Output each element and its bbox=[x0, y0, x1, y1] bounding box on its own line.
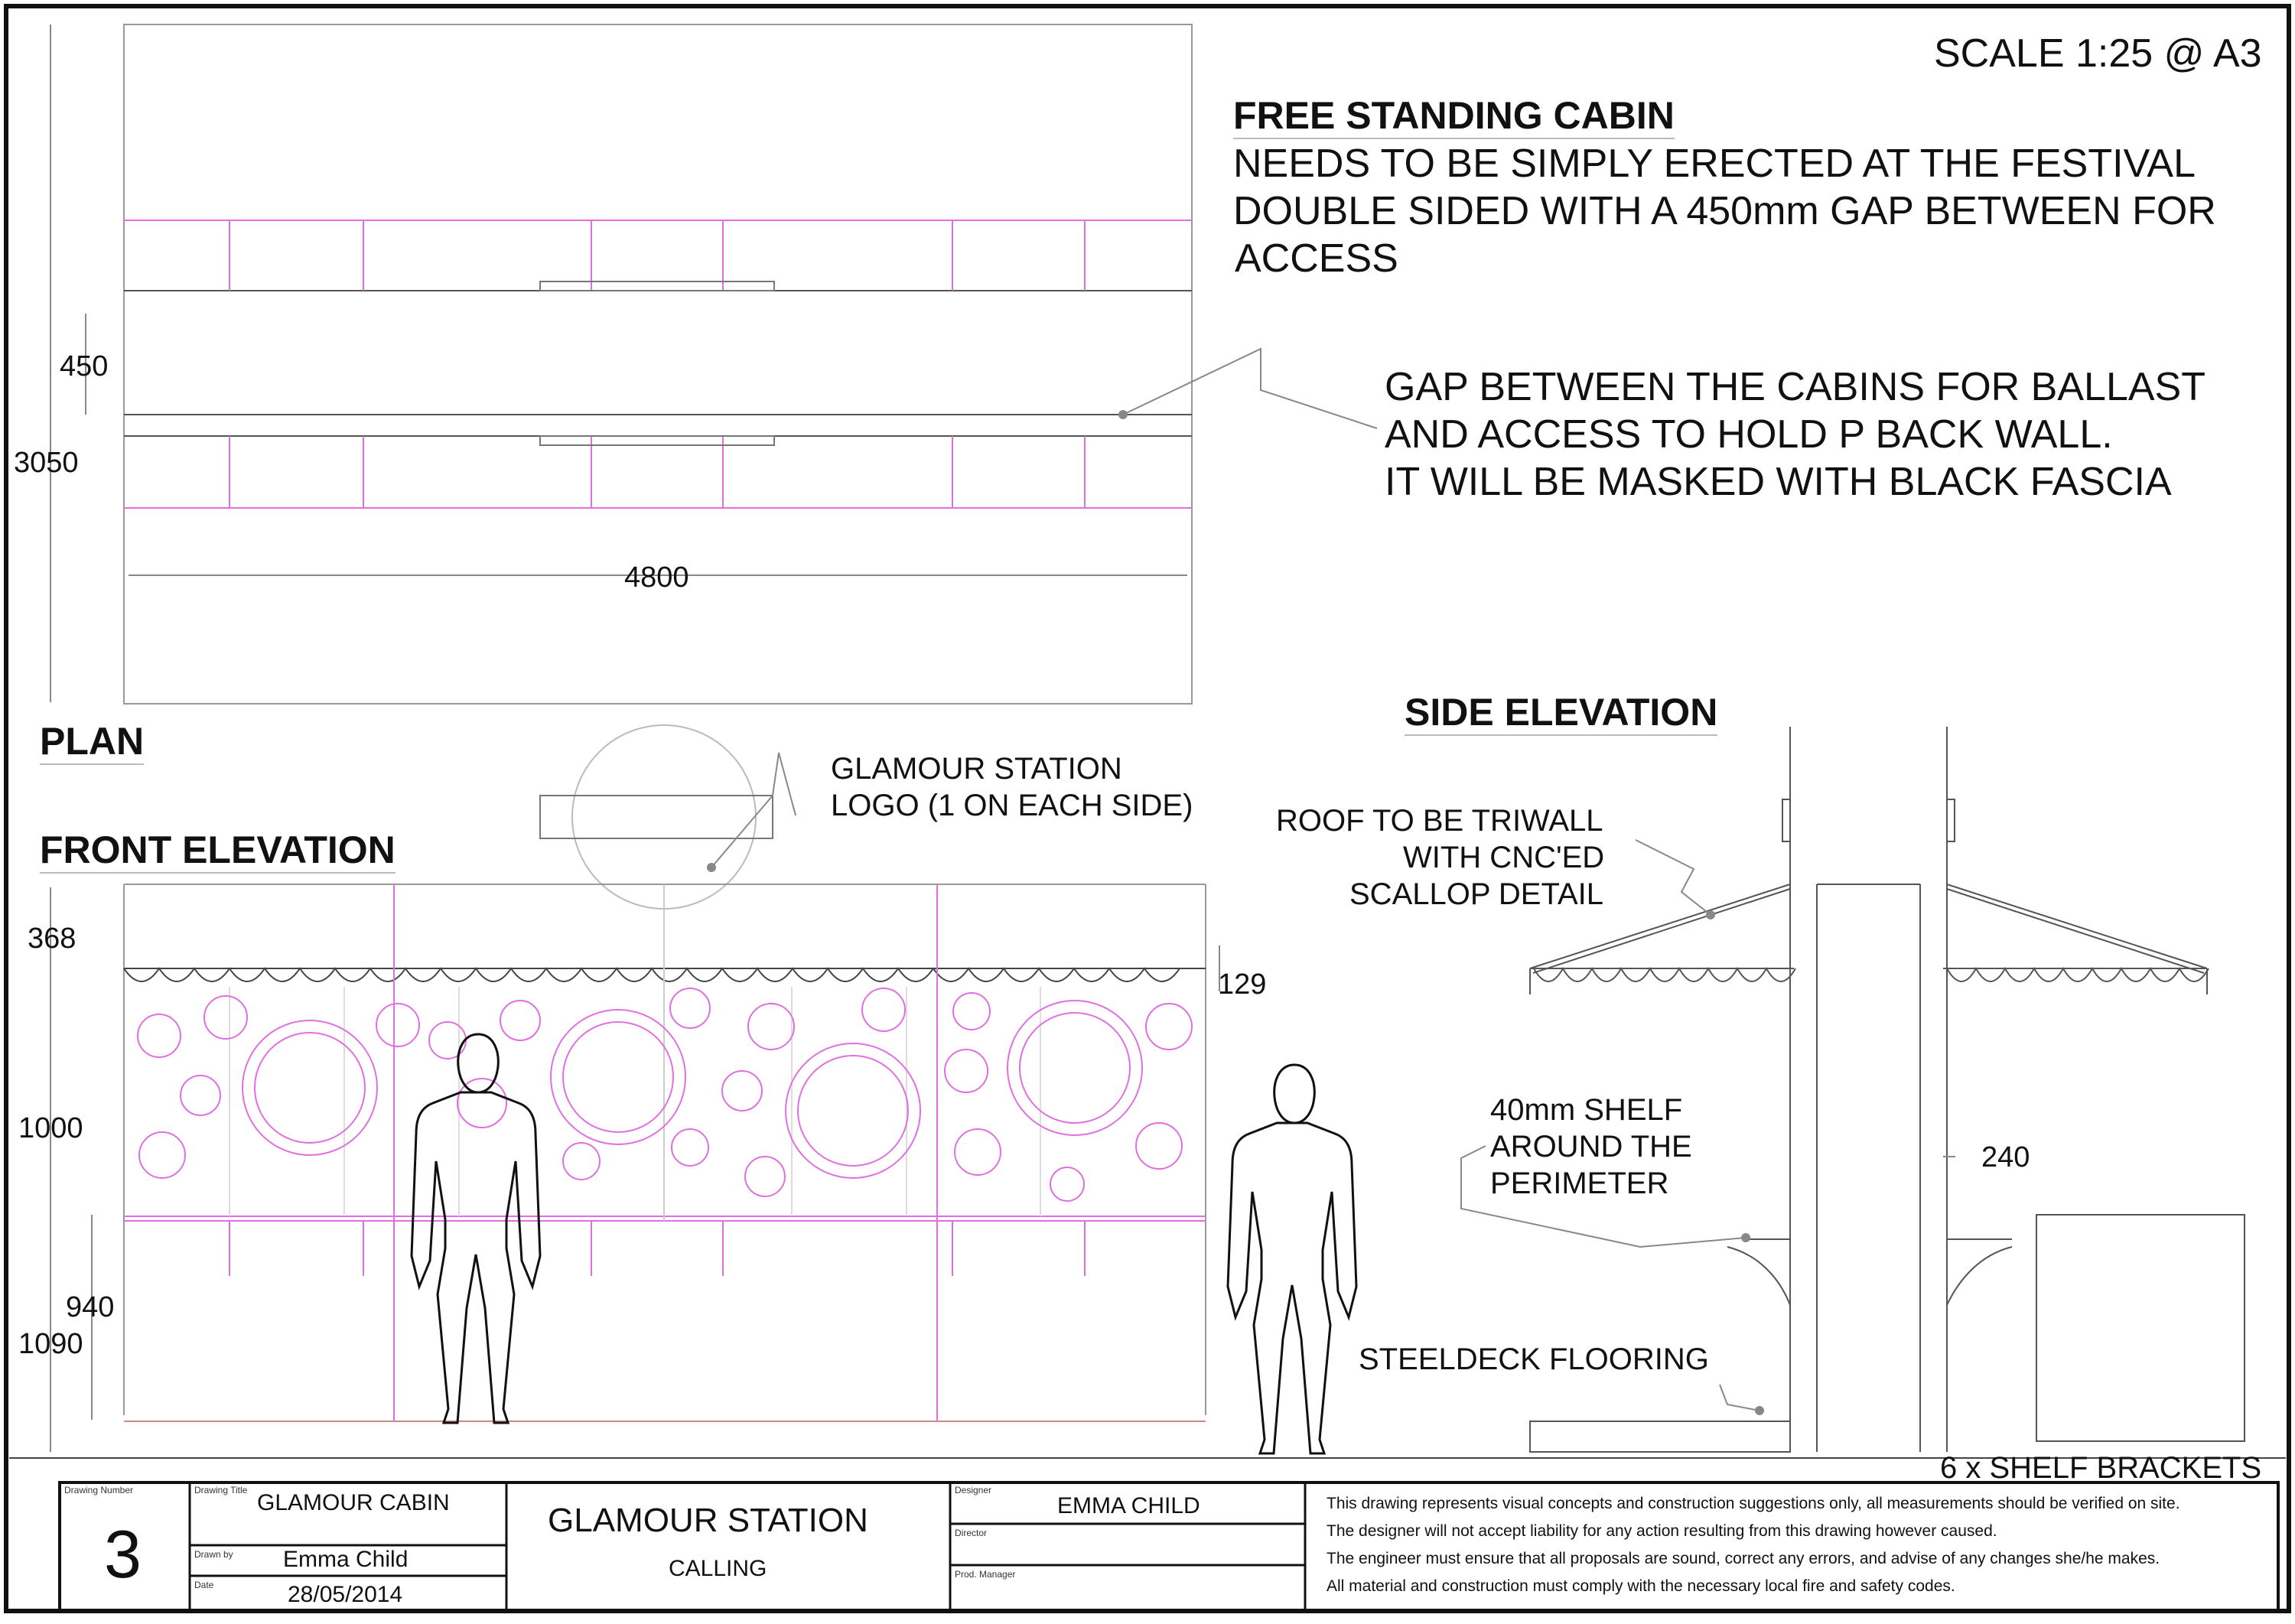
cabin-note-line-2: DOUBLE SIDED WITH A 450mm GAP BETWEEN FOR bbox=[1233, 189, 2216, 233]
dim-scallop-depth: 129 bbox=[1218, 968, 1267, 1001]
plan-view bbox=[50, 24, 1377, 704]
tb-designer-label: Designer bbox=[955, 1485, 992, 1495]
tb-subtitle: CALLING bbox=[669, 1556, 767, 1581]
tb-disclaimer-line-1: This drawing represents visual concepts and construction suggestions only, all measurements should be verified on site. bbox=[1327, 1495, 2180, 1512]
view-label-side: SIDE ELEVATION bbox=[1405, 693, 1717, 736]
tb-director-label: Director bbox=[955, 1528, 988, 1538]
dim-counter-height: 940 bbox=[66, 1291, 115, 1323]
dim-plan-depth: 3050 bbox=[14, 447, 79, 479]
tb-designer: EMMA CHILD bbox=[1057, 1493, 1200, 1518]
dim-roof-height: 368 bbox=[28, 923, 76, 955]
human-figure bbox=[412, 1034, 540, 1423]
cabin-title: FREE STANDING CABIN bbox=[1233, 96, 1675, 139]
view-label-front: FRONT ELEVATION bbox=[40, 831, 396, 874]
gap-note-line-2: AND ACCESS TO HOLD P BACK WALL. bbox=[1385, 412, 2113, 457]
front-scallop-edge bbox=[124, 968, 1180, 981]
tb-drawn-by-label: Drawn by bbox=[194, 1549, 233, 1560]
tb-drawing-number: 3 bbox=[104, 1516, 142, 1592]
tb-disclaimer-line-2: The designer will not accept liability for any action resulting from this drawing however caused. bbox=[1327, 1522, 1997, 1540]
logo-note-line-2: LOGO (1 ON EACH SIDE) bbox=[831, 789, 1193, 822]
dim-panel-height: 1000 bbox=[18, 1112, 83, 1144]
dim-lower-height: 1090 bbox=[18, 1328, 83, 1360]
tb-disclaimer-line-3: The engineer must ensure that all proposals are sound, correct any errors, and advise of any changes she/he makes. bbox=[1327, 1550, 2160, 1567]
roof-note-line-3: SCALLOP DETAIL bbox=[1349, 877, 1603, 911]
cabin-note-line-1: NEEDS TO BE SIMPLY ERECTED AT THE FESTIVAL bbox=[1233, 142, 2196, 186]
flooring-note: STEELDECK FLOORING bbox=[1359, 1342, 1709, 1376]
tb-project: GLAMOUR STATION bbox=[548, 1502, 868, 1539]
logo-note-line-1: GLAMOUR STATION bbox=[831, 752, 1122, 786]
side-scallop-left bbox=[1534, 968, 1795, 981]
tb-date-label: Date bbox=[194, 1580, 214, 1590]
tb-drawing-title: GLAMOUR CABIN bbox=[257, 1490, 450, 1515]
gap-note-line-1: GAP BETWEEN THE CABINS FOR BALLAST bbox=[1385, 365, 2206, 409]
tb-date: 28/05/2014 bbox=[288, 1582, 403, 1607]
tb-drawn-by: Emma Child bbox=[283, 1547, 409, 1572]
brackets-note: 6 x SHELF BRACKETS bbox=[1940, 1451, 2262, 1485]
scale-label: SCALE 1:25 @ A3 bbox=[1934, 31, 2262, 76]
dim-shelf-depth: 240 bbox=[1981, 1141, 2030, 1173]
tb-drawing-title-label: Drawing Title bbox=[194, 1485, 248, 1495]
human-figure-side bbox=[1228, 1065, 1356, 1453]
shelf-note-line-1: 40mm SHELF bbox=[1490, 1093, 1683, 1127]
tb-prod-manager-label: Prod. Manager bbox=[955, 1569, 1016, 1580]
cabin-note-line-3: ACCESS bbox=[1235, 236, 1398, 281]
roof-note-line-2: WITH CNC'ED bbox=[1403, 841, 1605, 874]
view-label-plan: PLAN bbox=[40, 722, 144, 765]
side-scallop-right bbox=[1947, 968, 2209, 981]
dim-plan-gap: 450 bbox=[60, 350, 109, 382]
dim-plan-width: 4800 bbox=[624, 561, 689, 594]
shelf-note-line-3: PERIMETER bbox=[1490, 1167, 1669, 1200]
gap-note-line-3: IT WILL BE MASKED WITH BLACK FASCIA bbox=[1385, 460, 2172, 504]
shelf-note-line-2: AROUND THE bbox=[1490, 1130, 1692, 1163]
tb-disclaimer-line-4: All material and construction must comply with the necessary local fire and safety codes. bbox=[1327, 1577, 1955, 1595]
roof-note-line-1: ROOF TO BE TRIWALL bbox=[1276, 804, 1603, 838]
tb-drawing-number-label: Drawing Number bbox=[64, 1485, 134, 1495]
